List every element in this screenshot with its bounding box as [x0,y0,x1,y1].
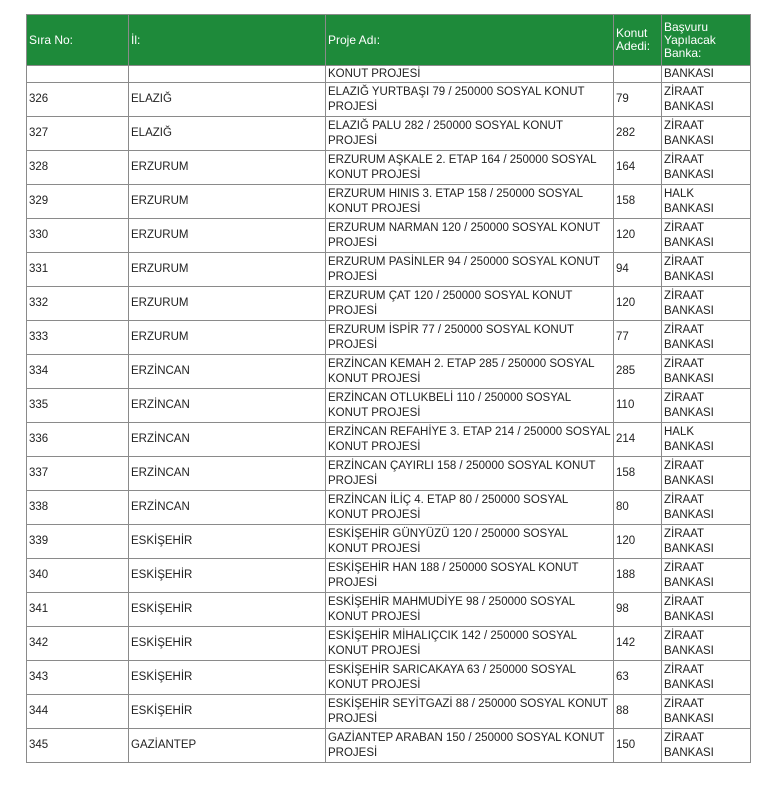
table-body [27,66,751,763]
cell-il: ELAZIĞ [129,83,326,117]
banka-line: ZİRAAT [664,629,705,642]
header-banka-line: Banka: [664,45,702,60]
cell-proje-adi: ERZİNCAN REFAHİYE 3. ETAP 214 / 250000 SOSYAL KONUT PROJESİ [326,423,614,457]
cell-konut-adedi [614,66,662,83]
cell-il: ELAZIĞ [129,117,326,151]
cell-banka [662,661,751,695]
cell-sira-no: 337 [27,457,129,491]
banka-line: BANKASI [664,440,714,453]
table-row [27,219,751,253]
project-table [26,14,751,763]
cell-proje-adi: ESKİŞEHİR MİHALIÇCIK 142 / 250000 SOSYAL KONUT PROJESİ [326,627,614,661]
cell-banka [662,423,751,457]
cell-banka [662,457,751,491]
banka-line: BANKASI [664,508,714,521]
table-row [27,355,751,389]
header-banka-line: Başvuru [664,19,709,34]
cell-banka [662,117,751,151]
cell-konut-adedi: 63 [614,661,662,695]
cell-sira-no: 330 [27,219,129,253]
cell-il: ESKİŞEHİR [129,593,326,627]
banka-line: ZİRAAT [664,595,705,608]
header-banka-line: Yapılacak [664,32,716,47]
banka-line: ZİRAAT [664,493,705,506]
cell-konut-adedi: 98 [614,593,662,627]
cell-konut-adedi: 282 [614,117,662,151]
banka-line: BANKASI [664,712,714,725]
table-row [27,83,751,117]
cell-banka [662,151,751,185]
cell-konut-adedi: 120 [614,287,662,321]
table-row [27,321,751,355]
cell-sira-no: 327 [27,117,129,151]
cell-il: ERZİNCAN [129,457,326,491]
banka-line: ZİRAAT [664,85,705,98]
cell-il: ERZİNCAN [129,355,326,389]
table-row [27,627,751,661]
banka-line: BANKASI [664,372,714,385]
header-konut-line: Adedi: [616,39,651,53]
cell-banka [662,253,751,287]
cell-konut-adedi: 120 [614,219,662,253]
cell-proje-adi: ERZURUM AŞKALE 2. ETAP 164 / 250000 SOSYAL KONUT PROJESİ [326,151,614,185]
cell-sira-no: 326 [27,83,129,117]
banka-line: BANKASI [664,100,714,113]
project-table-container [26,14,751,763]
cell-il: ERZURUM [129,151,326,185]
table-row [27,593,751,627]
banka-line: ZİRAAT [664,527,705,540]
cell-il: ERZİNCAN [129,491,326,525]
cell-proje-adi: ESKİŞEHİR MAHMUDİYE 98 / 250000 SOSYAL KONUT PROJESİ [326,593,614,627]
cell-proje-adi: ERZURUM ÇAT 120 / 250000 SOSYAL KONUT PROJESİ [326,287,614,321]
table-row [27,151,751,185]
banka-line: BANKASI [664,270,714,283]
header-basvuru-banka [662,15,751,66]
cell-sira-no: 342 [27,627,129,661]
cell-banka [662,491,751,525]
cell-sira-no: 334 [27,355,129,389]
cell-sira-no: 344 [27,695,129,729]
cell-proje-adi: ERZİNCAN İLİÇ 4. ETAP 80 / 250000 SOSYAL KONUT PROJESİ [326,491,614,525]
table-row [27,457,751,491]
cell-banka [662,627,751,661]
cell-konut-adedi: 77 [614,321,662,355]
cell-konut-adedi: 158 [614,457,662,491]
cell-banka [662,559,751,593]
banka-line: ZİRAAT [664,289,705,302]
cell-il: ERZİNCAN [129,389,326,423]
cell-sira-no: 341 [27,593,129,627]
cell-proje-adi: ERZURUM PASİNLER 94 / 250000 SOSYAL KONUT PROJESİ [326,253,614,287]
cell-il: ESKİŞEHİR [129,559,326,593]
banka-line: BANKASI [664,338,714,351]
table-row [27,287,751,321]
banka-line: ZİRAAT [664,663,705,676]
table-row [27,253,751,287]
cell-proje-adi: ERZİNCAN OTLUKBELİ 110 / 250000 SOSYAL KONUT PROJESİ [326,389,614,423]
cell-konut-adedi: 94 [614,253,662,287]
banka-line: BANKASI [664,542,714,555]
cell-il: ESKİŞEHİR [129,661,326,695]
cell-konut-adedi: 88 [614,695,662,729]
cell-il: ESKİŞEHİR [129,627,326,661]
cell-konut-adedi: 120 [614,525,662,559]
cell-sira-no [27,66,129,83]
cell-banka [662,389,751,423]
cell-proje-adi: GAZİANTEP ARABAN 150 / 250000 SOSYAL KONUT PROJESİ [326,729,614,763]
banka-line: BANKASI [664,746,714,759]
banka-line: BANKASI [664,134,714,147]
cell-banka [662,355,751,389]
banka-line: ZİRAAT [664,731,705,744]
cell-il [129,66,326,83]
banka-line: BANKASI [664,678,714,691]
cell-sira-no: 338 [27,491,129,525]
table-row [27,729,751,763]
banka-line: ZİRAAT [664,323,705,336]
cell-il: ERZURUM [129,185,326,219]
banka-line: BANKASI [664,644,714,657]
cell-proje-adi: ERZİNCAN ÇAYIRLI 158 / 250000 SOSYAL KONUT PROJESİ [326,457,614,491]
cell-il: ESKİŞEHİR [129,695,326,729]
banka-line: HALK [664,425,695,438]
cell-banka [662,729,751,763]
cell-sira-no: 336 [27,423,129,457]
banka-line: BANKASI [664,236,714,249]
table-row [27,491,751,525]
cell-proje-adi: ELAZIĞ YURTBAŞI 79 / 250000 SOSYAL KONUT PROJESİ [326,83,614,117]
cell-konut-adedi: 80 [614,491,662,525]
cell-banka [662,695,751,729]
banka-line: ZİRAAT [664,255,705,268]
cell-sira-no: 345 [27,729,129,763]
banka-line: HALK [664,187,695,200]
cell-konut-adedi: 110 [614,389,662,423]
header-proje-adi: Proje Adı: [326,15,614,66]
cell-konut-adedi: 158 [614,185,662,219]
cell-konut-adedi: 79 [614,83,662,117]
banka-line: BANKASI [664,202,714,215]
banka-line: ZİRAAT [664,119,705,132]
cell-sira-no: 340 [27,559,129,593]
cell-sira-no: 333 [27,321,129,355]
cell-il: ESKİŞEHİR [129,525,326,559]
cell-konut-adedi: 214 [614,423,662,457]
cell-sira-no: 339 [27,525,129,559]
header-konut-adedi [614,15,662,66]
table-row [27,525,751,559]
banka-line: BANKASI [664,168,714,181]
table-row [27,423,751,457]
cell-banka [662,185,751,219]
cell-il: ERZURUM [129,219,326,253]
cell-sira-no: 329 [27,185,129,219]
banka-line: BANKASI [664,576,714,589]
cell-proje-adi: ESKİŞEHİR SARICAKAYA 63 / 250000 SOSYAL KONUT PROJESİ [326,661,614,695]
banka-line: BANKASI [664,304,714,317]
cell-banka [662,83,751,117]
cell-sira-no: 331 [27,253,129,287]
cell-sira-no: 328 [27,151,129,185]
cell-konut-adedi: 164 [614,151,662,185]
table-row [27,66,751,83]
table-row [27,695,751,729]
table-row [27,389,751,423]
cell-il: ERZURUM [129,253,326,287]
banka-line: ZİRAAT [664,459,705,472]
cell-sira-no: 343 [27,661,129,695]
banka-line: ZİRAAT [664,561,705,574]
table-row [27,559,751,593]
cell-banka [662,66,751,83]
banka-line: ZİRAAT [664,221,705,234]
cell-konut-adedi: 285 [614,355,662,389]
banka-line: BANKASI [664,406,714,419]
cell-proje-adi: ESKİŞEHİR HAN 188 / 250000 SOSYAL KONUT PROJESİ [326,559,614,593]
banka-line: BANKASI [664,474,714,487]
cell-banka [662,287,751,321]
banka-line: BANKASI [664,67,714,80]
banka-line: ZİRAAT [664,153,705,166]
cell-proje-adi: ERZİNCAN KEMAH 2. ETAP 285 / 250000 SOSYAL KONUT PROJESİ [326,355,614,389]
banka-line: BANKASI [664,610,714,623]
cell-proje-adi: ERZURUM NARMAN 120 / 250000 SOSYAL KONUT PROJESİ [326,219,614,253]
cell-konut-adedi: 150 [614,729,662,763]
cell-proje-adi: ELAZIĞ PALU 282 / 250000 SOSYAL KONUT PROJESİ [326,117,614,151]
cell-proje-adi: ESKİŞEHİR GÜNYÜZÜ 120 / 250000 SOSYAL KONUT PROJESİ [326,525,614,559]
cell-sira-no: 335 [27,389,129,423]
table-row [27,117,751,151]
banka-line: ZİRAAT [664,697,705,710]
table-header-row [27,15,751,66]
table-row [27,185,751,219]
cell-proje-adi: ESKİŞEHİR SEYİTGAZİ 88 / 250000 SOSYAL KONUT PROJESİ [326,695,614,729]
cell-banka [662,593,751,627]
cell-proje-adi: ERZURUM HINIS 3. ETAP 158 / 250000 SOSYAL KONUT PROJESİ [326,185,614,219]
cell-proje-adi: ERZURUM İSPİR 77 / 250000 SOSYAL KONUT PROJESİ [326,321,614,355]
cell-il: ERZİNCAN [129,423,326,457]
cell-sira-no: 332 [27,287,129,321]
table-row [27,661,751,695]
cell-konut-adedi: 188 [614,559,662,593]
cell-konut-adedi: 142 [614,627,662,661]
header-konut-line: Konut [616,26,648,40]
cell-banka [662,219,751,253]
cell-proje-adi: KONUT PROJESİ [326,66,614,83]
header-il: İl: [129,15,326,66]
banka-line: ZİRAAT [664,357,705,370]
cell-il: ERZURUM [129,287,326,321]
cell-banka [662,525,751,559]
header-sira-no: Sıra No: [27,15,129,66]
cell-il: ERZURUM [129,321,326,355]
banka-line: ZİRAAT [664,391,705,404]
cell-il: GAZİANTEP [129,729,326,763]
cell-banka [662,321,751,355]
